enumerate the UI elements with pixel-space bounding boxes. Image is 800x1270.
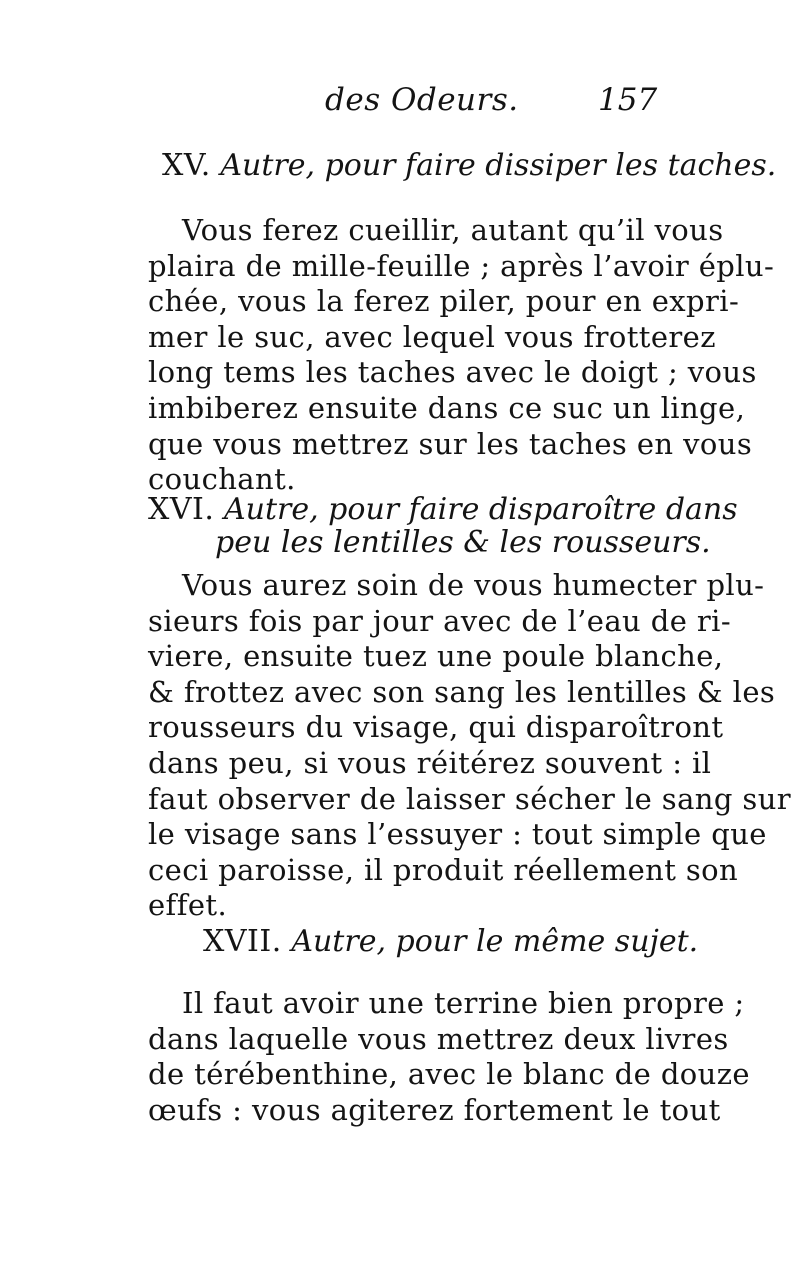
text-line: long tems les taches avec le doigt ; vous xyxy=(148,355,757,390)
text-line: ceci paroisse, il produit réellement son xyxy=(148,852,739,887)
text-line: de térébenthine, avec le blanc de douze xyxy=(148,1057,750,1092)
text-line: imbiberez ensuite dans ce suc un linge, xyxy=(148,390,746,425)
section-number: XVII. xyxy=(203,924,282,959)
section-heading-xvii xyxy=(203,924,698,960)
section-body-xvi xyxy=(148,568,792,924)
section-body-xvii xyxy=(148,986,750,1128)
text-line: mer le suc, avec lequel vous frotterez xyxy=(148,319,716,354)
text-line: effet. xyxy=(148,888,228,923)
text-line: rousseurs du visage, qui disparoîtront xyxy=(148,710,724,745)
text-line: dans laquelle vous mettrez deux livres xyxy=(148,1021,729,1056)
text-line: & frottez avec son sang les lentilles & les xyxy=(148,674,776,709)
text-line: plaira de mille-feuille ; après l’avoir éplu- xyxy=(148,248,775,283)
section-heading-xvi xyxy=(148,492,738,528)
text-line: sieurs fois par jour avec de l’eau de ri- xyxy=(148,603,732,638)
text-line: dans peu, si vous réitérez souvent : il xyxy=(148,745,712,780)
text-line: Vous ferez cueillir, autant qu’il vous xyxy=(182,213,724,247)
section-body-xv xyxy=(148,213,775,498)
text-line: le visage sans l’essuyer : tout simple que xyxy=(148,817,767,852)
page-header xyxy=(0,82,800,128)
text-line: faut observer de laisser sécher le sang sur xyxy=(148,781,792,816)
text-line: viere, ensuite tuez une poule blanche, xyxy=(148,639,724,674)
text-line: que vous mettrez sur les taches en vous xyxy=(148,426,753,461)
text-line: chée, vous la ferez piler, pour en expri- xyxy=(148,284,740,319)
page-number: 157 xyxy=(598,82,658,118)
section-heading-xv xyxy=(162,148,776,184)
text-line: Vous aurez soin de vous humecter plu- xyxy=(182,568,765,602)
section-number: XV. xyxy=(162,148,211,183)
section-title: Autre, pour faire disparoître dans xyxy=(223,492,738,527)
section-heading-xvi-continued xyxy=(215,525,711,561)
section-title-continued: peu les lentilles & les rousseurs. xyxy=(215,525,711,560)
text-line: couchant. xyxy=(148,462,296,497)
text-line: Il faut avoir une terrine bien propre ; xyxy=(182,986,745,1020)
running-title: des Odeurs. xyxy=(325,82,519,118)
text-line: œufs : vous agiterez fortement le tout xyxy=(148,1092,721,1127)
section-title: Autre, pour le même sujet. xyxy=(291,924,699,959)
section-title: Autre, pour faire dissiper les taches. xyxy=(220,148,777,183)
section-number: XVI. xyxy=(148,492,215,527)
